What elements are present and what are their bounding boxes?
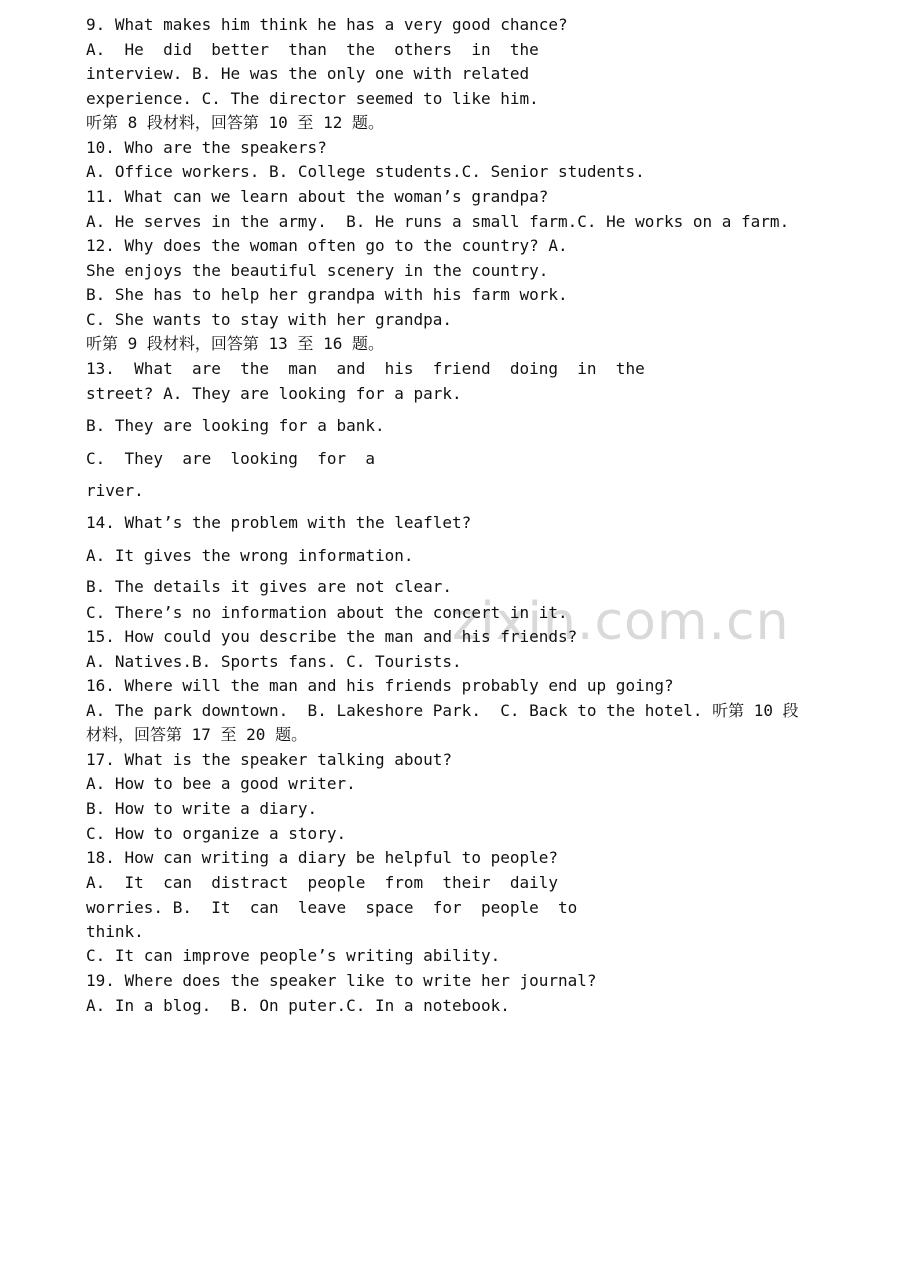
option-line: A. He did better than the others in the: [86, 40, 539, 59]
option-line: B. They are looking for a bank.: [86, 416, 385, 435]
option-line: She enjoys the beautiful scenery in the country.: [86, 261, 549, 280]
option-line: A. He serves in the army. B. He runs a small farm.C. He works on a farm.: [86, 212, 790, 231]
option-line: think.: [86, 922, 144, 941]
option-line: river.: [86, 481, 144, 500]
option-line: C. It can improve people’s writing ability.: [86, 946, 501, 965]
question-10: 10. Who are the speakers?: [86, 138, 327, 157]
option-line: B. How to write a diary.: [86, 799, 318, 818]
question-19: 19. Where does the speaker like to write her journal?: [86, 971, 597, 990]
question-11: 11. What can we learn about the woman’s grandpa?: [86, 187, 549, 206]
option-line: A. Natives.B. Sports fans. C. Tourists.: [86, 652, 462, 671]
option-line: A. In a blog. B. On puter.C. In a notebook.: [86, 996, 510, 1015]
option-line: A. Office workers. B. College students.C. Senior students.: [86, 162, 645, 181]
option-line: C. They are looking for a: [86, 449, 375, 468]
watermark: zixin.com.cn: [452, 592, 790, 652]
option-line: A. How to bee a good writer.: [86, 774, 356, 793]
option-line: B. The details it gives are not clear.: [86, 577, 453, 596]
question-16: 16. Where will the man and his friends probably end up going?: [86, 676, 674, 695]
question-9: 9. What makes him think he has a very good chance?: [86, 15, 568, 34]
option-line: A. It can distract people from their daily: [86, 873, 559, 892]
question-15: 15. How could you describe the man and his friends?: [86, 627, 578, 646]
question-14: 14. What’s the problem with the leaflet?: [86, 513, 472, 532]
section-heading-8: 听第 8 段材料，回答第 10 至 12 题。: [86, 113, 384, 132]
option-line: worries. B. It can leave space for people to: [86, 898, 578, 917]
option-line: B. She has to help her grandpa with his farm work.: [86, 285, 568, 304]
option-line: C. She wants to stay with her grandpa.: [86, 310, 453, 329]
section-heading-9: 听第 9 段材料，回答第 13 至 16 题。: [86, 334, 384, 353]
option-line: experience. C. The director seemed to like him.: [86, 89, 539, 108]
option-line: street? A. They are looking for a park.: [86, 384, 462, 403]
question-12: 12. Why does the woman often go to the country? A.: [86, 236, 568, 255]
option-line: C. How to organize a story.: [86, 824, 347, 843]
question-18: 18. How can writing a diary be helpful to people?: [86, 848, 559, 867]
option-line: A. It gives the wrong information.: [86, 546, 414, 565]
option-line: C. There’s no information about the concert in it.: [86, 603, 568, 622]
question-13: 13. What are the man and his friend doing in the: [86, 359, 645, 378]
question-17: 17. What is the speaker talking about?: [86, 750, 453, 769]
option-line: interview. B. He was the only one with related: [86, 64, 530, 83]
section-heading-10: 材料，回答第 17 至 20 题。: [86, 725, 308, 744]
option-line: A. The park downtown. B. Lakeshore Park. C. Back to the hotel. 听第 10 段: [86, 701, 799, 720]
